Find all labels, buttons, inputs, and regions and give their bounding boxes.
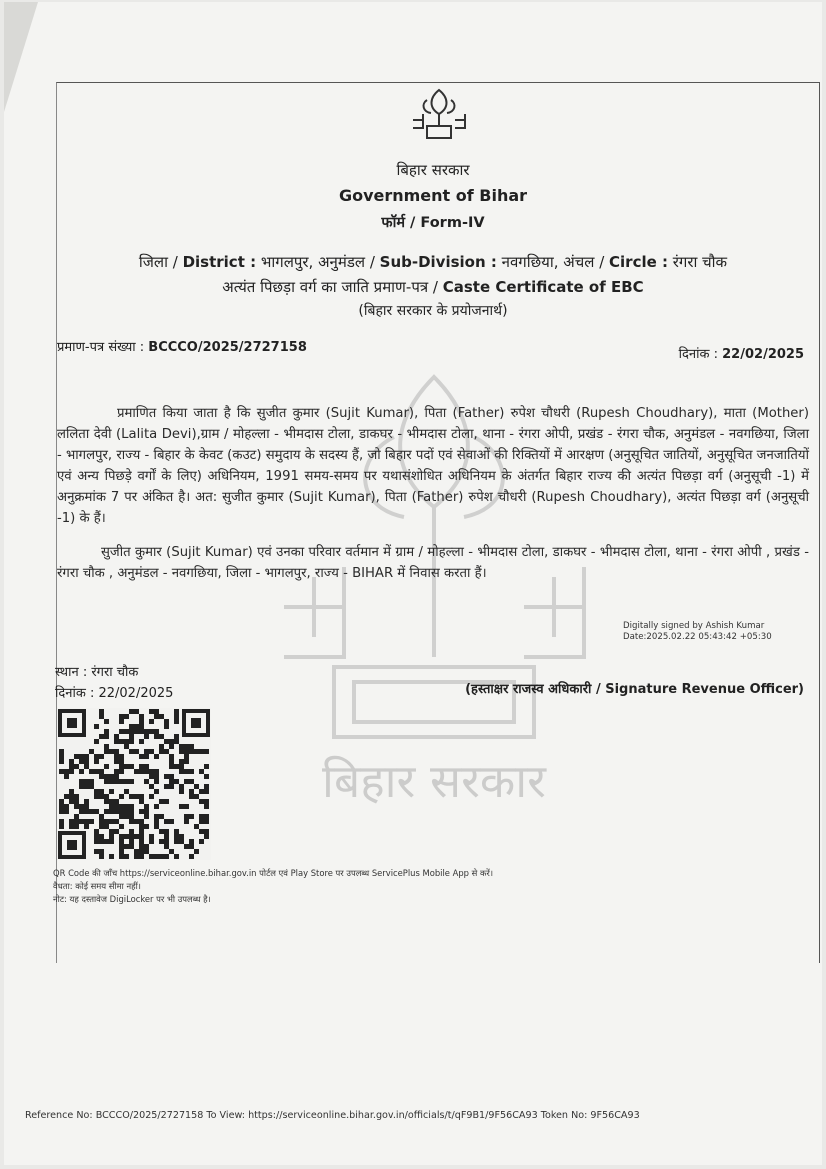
govt-title-english: Government of Bihar <box>338 186 528 205</box>
zila-label: जिला / <box>138 253 183 271</box>
issue-date-label: दिनांक : <box>678 347 718 362</box>
certificate-paragraph-1: प्रमाणित किया जाता है कि सुजीत कुमार (Sujit Kumar), पिता (Father) रुपेश चौधरी (Rupesh Choudhary), माता (Mother) ललिता देवी (Lalita Devi),ग्राम / मोहल्ला - भीमदास टोला, डाकघर - भीमदास टोला, थाना - रंगरा ओपी, प्रखंड - रंगरा चौक, अनुमंडल - नवगछिया, जिला - भागलपुर, राज्य - बिहार के केवट (कउट) समुदाय के सदस्य हैं, जो बिहार पदों एवं सेवाओं की रिक्तियों में आरक्षण (अनुसूचित जातियों, अनुसूचित जनजातियों एवं अन्य पिछड़े वर्गों के लिए) अधिनियम, 1991 समय-समय पर यथासंशोधित अधिनियम के अंतर्गत बिहार राज्य की अत्यंत पिछड़ा वर्ग (अनुसूची -1) में अनुक्रमांक 7 पर अंकित है। अत: सुजीत कुमार (Sujit Kumar), पिता (Father) रुपेश चौधरी (Rupesh Choudhary), अत्यंत पिछड़ा वर्ग (अनुसूची -1) के हैं। <box>57 406 809 526</box>
digital-signature <box>623 621 772 643</box>
district-value: भागलपुर, अनुमंडल / <box>256 253 380 271</box>
signature-date: दिनांक : 22/02/2025 <box>55 686 174 701</box>
certificate-title <box>52 277 814 297</box>
digilocker-note: नोट: यह दस्तावेज DigiLocker पर भी उपलब्ध है। <box>53 894 211 904</box>
qr-verification-note: QR Code की जाँच https://serviceonline.bihar.gov.in पोर्टल एवं Play Store पर उपलब्ध ServicePlus Mobile App से करें। <box>53 868 494 878</box>
form-number: फॉर्म / Form-IV <box>381 215 485 231</box>
certificate-title-hindi: अत्यंत पिछड़ा वर्ग का जाति प्रमाण-पत्र / <box>222 278 443 296</box>
signature-title: (हस्ताक्षर राजस्व अधिकारी / Signature Revenue Officer) <box>465 682 804 697</box>
digital-signature-signer: Digitally signed by Ashish Kumar <box>623 621 765 631</box>
subdivision-value: नवगछिया, अंचल / <box>496 253 610 271</box>
certificate-paragraph-2: सुजीत कुमार (Sujit Kumar) एवं उनका परिवार वर्तमान में ग्राम / मोहल्ला - भीमदास टोला, डाकघर - भीमदास टोला, थाना - रंगरा ओपी , प्रखंड - रंगरा चौक , अनुमंडल - नवगछिया, जिला - भागलपुर, राज्य - BIHAR में निवास करता हैं। <box>57 545 809 581</box>
subdivision-label: Sub-Division : <box>379 253 497 271</box>
circle-label: Circle : <box>609 253 669 271</box>
certificate-number <box>57 337 307 355</box>
watermark-text: बिहार सरकार <box>322 754 546 808</box>
place: स्थान : रंगरा चौक <box>55 665 139 680</box>
reference-line: Reference No: BCCCO/2025/2727158 To View: https://serviceonline.bihar.gov.in/officials/t/qF9B1/9F56CA93 Token No: 9F56CA93 <box>25 1110 640 1121</box>
bihar-emblem-icon <box>409 86 469 144</box>
issue-date <box>679 344 804 362</box>
purpose-line: (बिहार सरकार के प्रयोजनार्थ) <box>358 303 508 319</box>
digital-signature-date: Date:2025.02.22 05:43:42 +05:30 <box>623 632 772 642</box>
location-line <box>52 252 814 272</box>
govt-title-hindi: बिहार सरकार <box>396 161 470 179</box>
folded-corner <box>4 2 38 112</box>
certificate-title-english: Caste Certificate of EBC <box>442 278 644 296</box>
circle-value: रंगरा चौक <box>668 253 728 271</box>
validity-note: वैधता: कोई समय सीमा नहीं। <box>53 881 141 891</box>
qr-code[interactable] <box>57 708 211 860</box>
district-label: District : <box>182 253 257 271</box>
issue-date-value: 22/02/2025 <box>722 347 804 362</box>
certificate-number-value: BCCCO/2025/2727158 <box>148 340 307 355</box>
certificate-number-label: प्रमाण-पत्र संख्या : <box>57 340 145 355</box>
